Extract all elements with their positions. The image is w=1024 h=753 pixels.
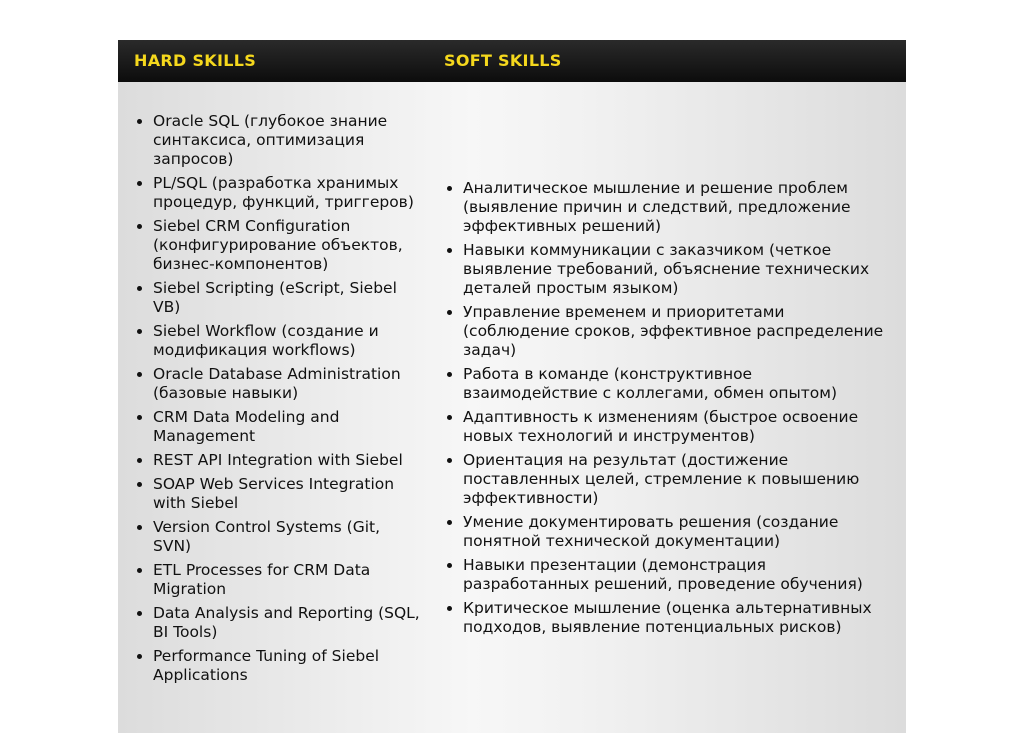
hard-skill-item: Performance Tuning of Siebel Applications (135, 647, 420, 685)
hard-skill-item: Siebel Scripting (eScript, Siebel VB) (135, 279, 420, 317)
soft-skill-item: Аналитическое мышление и решение проблем (выявление причин и следствий, предложение эффективных решений) (445, 179, 885, 236)
soft-skill-item: Адаптивность к изменениям (быстрое освоение новых технологий и инструментов) (445, 408, 885, 446)
hard-skill-item: Oracle SQL (глубокое знание синтаксиса, оптимизация запросов) (135, 112, 420, 169)
hard-skill-item: CRM Data Modeling and Management (135, 408, 420, 446)
hard-skill-item: Siebel CRM Configuration (конфигурирование объектов, бизнес-компонентов) (135, 217, 420, 274)
soft-skills-list (445, 179, 885, 642)
hard-skill-item: ETL Processes for CRM Data Migration (135, 561, 420, 599)
soft-skill-item: Навыки коммуникации с заказчиком (четкое выявление требований, объяснение технических деталей простым языком) (445, 241, 885, 298)
soft-skills-heading: SOFT SKILLS (444, 51, 562, 70)
hard-skill-item: Siebel Workflow (создание и модификация workflows) (135, 322, 420, 360)
soft-skill-item: Управление временем и приоритетами (соблюдение сроков, эффективное распределение задач) (445, 303, 885, 360)
hard-skill-item: SOAP Web Services Integration with Siebel (135, 475, 420, 513)
soft-skill-item: Критическое мышление (оценка альтернативных подходов, выявление потенциальных рисков) (445, 599, 885, 637)
hard-skill-item: Version Control Systems (Git, SVN) (135, 518, 420, 556)
hard-skill-item: PL/SQL (разработка хранимых процедур, функций, триггеров) (135, 174, 420, 212)
hard-skill-item: Data Analysis and Reporting (SQL, BI Tools) (135, 604, 420, 642)
hard-skill-item: REST API Integration with Siebel (135, 451, 420, 470)
table-body (118, 82, 906, 733)
hard-skills-heading: HARD SKILLS (134, 51, 257, 70)
soft-skill-item: Умение документировать решения (создание понятной технической документации) (445, 513, 885, 551)
soft-skill-item: Навыки презентации (демонстрация разработанных решений, проведение обучения) (445, 556, 885, 594)
hard-skill-item: Oracle Database Administration (базовые навыки) (135, 365, 420, 403)
hard-skills-list (135, 112, 420, 690)
skills-table (118, 40, 906, 733)
soft-skill-item: Работа в команде (конструктивное взаимодействие с коллегами, обмен опытом) (445, 365, 885, 403)
table-header (118, 40, 906, 82)
soft-skill-item: Ориентация на результат (достижение поставленных целей, стремление к повышению эффективности) (445, 451, 885, 508)
